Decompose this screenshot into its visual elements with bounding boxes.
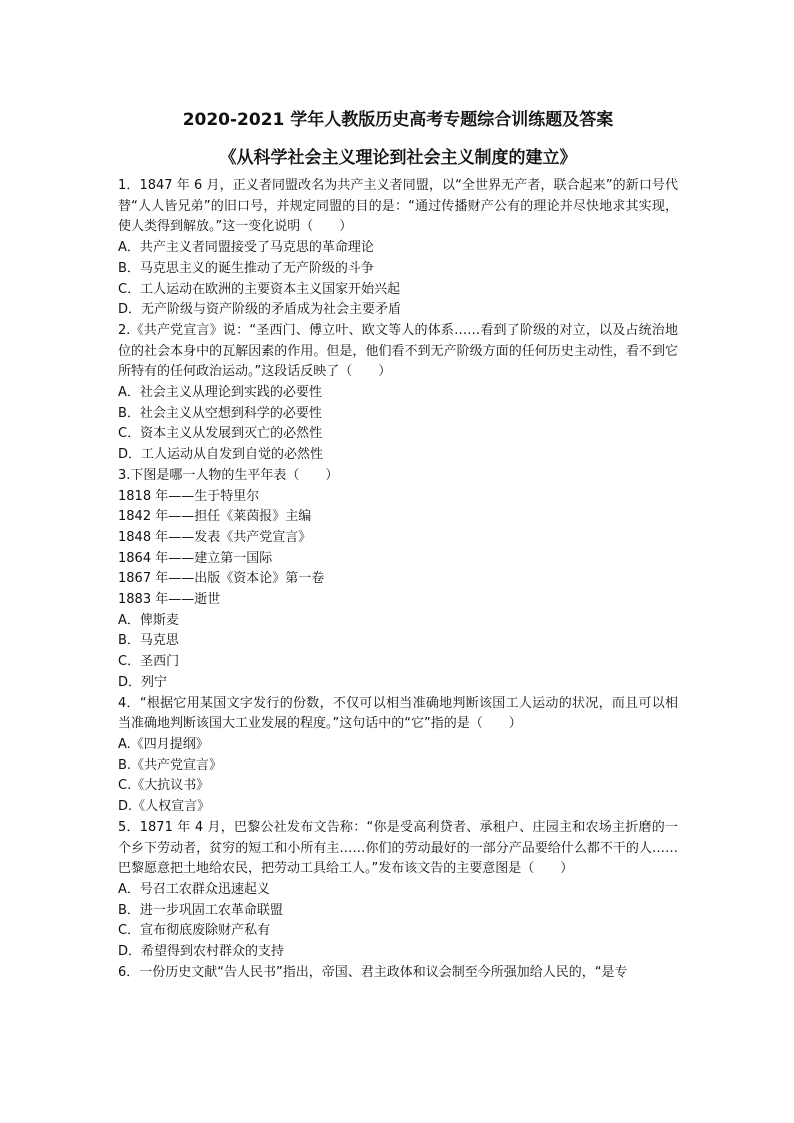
- question-1-option-d: D．无产阶级与资产阶级的矛盾成为社会主要矛盾: [118, 302, 402, 318]
- timeline-entry: 1842 年——担任《莱茵报》主编: [118, 509, 312, 525]
- timeline-entry: 1848 年——发表《共产党宣言》: [118, 529, 312, 545]
- question-1-stem: 1．1847 年 6 月，正义者同盟改名为共产主义者同盟，以“全世界无产者，联合起来”的新口号代替“人人皆兄弟”的旧口号，并规定同盟的目的是：“通过传播财产公有的理论并尽快地求其实现，使人类得到解放。”这一变化说明（ ）: [118, 178, 678, 235]
- question-2-option-a: A．社会主义从理论到实践的必要性: [118, 385, 322, 401]
- question-4-stem: 4．“根据它用某国文字发行的份数，不仅可以相当准确地判断该国工人运动的状况，而且可以相当准确地判断该国大工业发展的程度。”这句话中的“它”指的是（ ）: [118, 695, 678, 732]
- question-1-option-b: B．马克思主义的诞生推动了无产阶级的斗争: [118, 260, 374, 276]
- question-2-option-c: C．资本主义从发展到灭亡的必然性: [118, 426, 323, 442]
- question-3-option-a: A．俾斯麦: [118, 612, 179, 628]
- timeline-entry: 1883 年——逝世: [118, 592, 221, 608]
- timeline-entry: 1818 年——生于特里尔: [118, 488, 260, 504]
- question-5-option-a: A．号召工农群众迅速起义: [118, 881, 270, 897]
- question-2-option-b: B．社会主义从空想到科学的必要性: [118, 405, 322, 421]
- document-page: [118, 100, 678, 983]
- question-3-option-c: C．圣西门: [118, 654, 180, 670]
- question-4-option-b: B.《共产党宣言》: [118, 757, 223, 773]
- question-6-stem: 6．一份历史文献“告人民书”指出，帝国、君主政体和议会制至今所强加给人民的，“是专: [118, 964, 628, 980]
- question-4-option-c: C.《大抗议书》: [118, 778, 210, 794]
- question-5-option-c: C．宣布彻底废除财产私有: [118, 923, 271, 939]
- question-1-option-c: C．工人运动在欧洲的主要资本主义国家开始兴起: [118, 281, 401, 297]
- question-5-option-b: B．进一步巩固工农革命联盟: [118, 902, 283, 918]
- document-title: 2020-2021 学年人教版历史高考专题综合训练题及答案: [182, 110, 614, 130]
- question-3-option-d: D．列宁: [118, 674, 168, 690]
- question-5-option-d: D．希望得到农村群众的支持: [118, 944, 285, 960]
- timeline-entry: 1867 年——出版《资本论》第一卷: [118, 571, 325, 587]
- question-1-option-a: A．共产主义者同盟接受了马克思的革命理论: [118, 240, 374, 256]
- question-2-option-d: D．工人运动从自发到自觉的必然性: [118, 447, 324, 463]
- question-5-stem: 5．1871 年 4 月，巴黎公社发布文告称：“你是受高利贷者、承租户、庄园主和农场主折磨的一个乡下劳动者，贫穷的短工和小所有主……你们的劳动最好的一部分产品要给什么都不干的人……巴黎愿意把土地给农民，把劳动工具给工人。”发布该文告的主要意图是（ ）: [118, 819, 678, 877]
- document-subtitle: 《从科学社会主义理论到社会主义制度的建立》: [219, 148, 577, 168]
- timeline-entry: 1864 年——建立第一国际: [118, 550, 273, 566]
- question-2-stem: 2.《共产党宣言》说：“圣西门、傅立叶、欧文等人的体系……看到了阶级的对立，以及占统治地位的社会本身中的瓦解因素的作用。但是，他们看不到无产阶级方面的任何历史主动性，看不到它所特有的任何政治运动。”这段话反映了（ ）: [118, 322, 678, 380]
- question-4-option-d: D.《人权宣言》: [118, 799, 211, 815]
- question-4-option-a: A.《四月提纲》: [118, 736, 209, 752]
- question-3-option-b: B．马克思: [118, 633, 179, 649]
- question-3-stem: 3.下图是哪一人物的生平年表（ ）: [118, 467, 339, 483]
